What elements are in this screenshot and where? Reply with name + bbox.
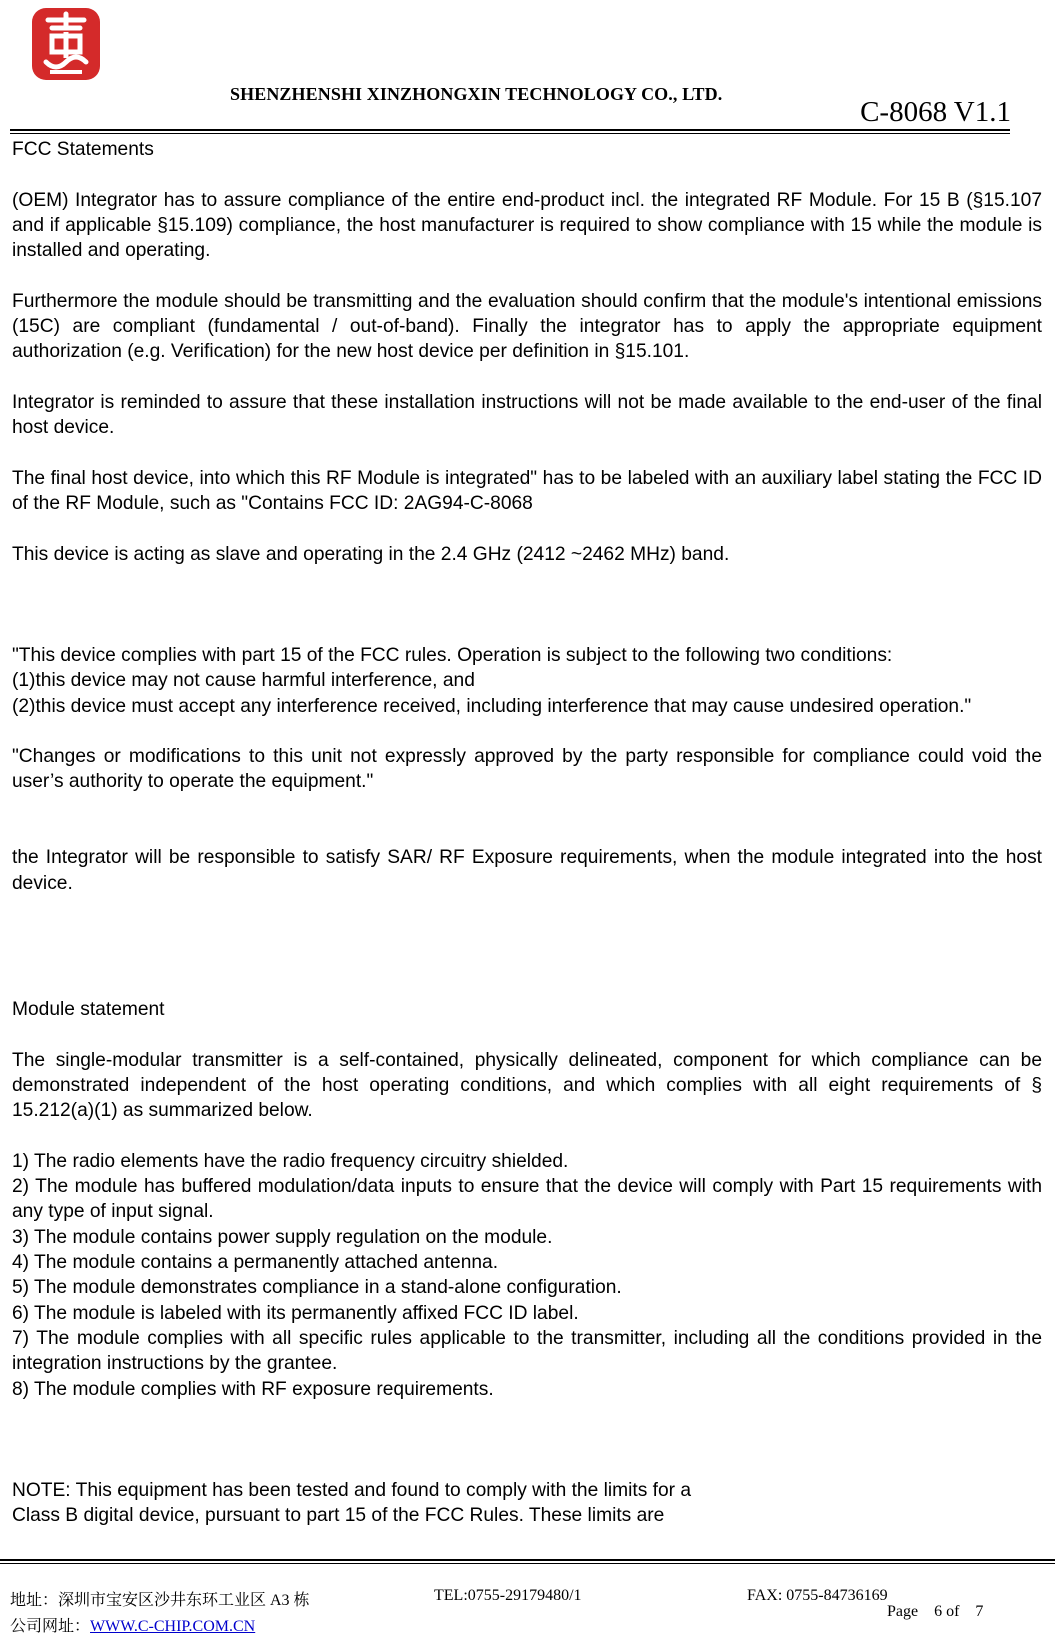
paragraph-slave-band: This device is acting as slave and operating in the 2.4 GHz (2412 ~2462 MHz) band. — [12, 543, 730, 565]
page-number: Page 6 of 7 — [887, 1603, 984, 1620]
header-divider — [10, 129, 1010, 131]
note-line2: Class B digital device, pursuant to part 15 of the FCC Rules. These limits are — [12, 1505, 665, 1527]
paragraph-oem-integrator: (OEM) Integrator has to assure compliance of the entire end-product incl. the integrated RF Module. For 15 B (§15.107 and if applicable §15.109) compliance, the host manufacturer is required to show compliance with 15 while the module is installed and operating. — [12, 189, 1042, 262]
red-seal-logo-icon — [26, 4, 106, 84]
paragraph-integrator-reminded: Integrator is reminded to assure that these installation instructions will not be made available to the end-user of the final host device. — [12, 391, 1042, 439]
list-item: 5) The module demonstrates compliance in a stand-alone configuration. — [12, 1277, 622, 1299]
footer-fax: FAX: 0755-84736169 — [747, 1587, 888, 1604]
list-item: 3) The module contains power supply regulation on the module. — [12, 1226, 553, 1248]
fcc-heading: FCC Statements — [12, 139, 154, 160]
document-body — [12, 137, 1042, 1528]
footer-divider — [0, 1559, 1055, 1561]
footer-divider-thin — [0, 1563, 1055, 1564]
footer-website — [10, 1613, 255, 1636]
list-item: 6) The module is labeled with its permanently affixed FCC ID label. — [12, 1302, 579, 1324]
paragraph-sar-exposure: the Integrator will be responsible to satisfy SAR/ RF Exposure requirements, when the module integrated into the host device. — [12, 847, 1042, 894]
list-item: 4) The module contains a permanently attached antenna. — [12, 1252, 499, 1274]
list-item: 7) The module complies with all specific rules applicable to the transmitter, including all the conditions provided in the integration instructions by the grantee. — [12, 1327, 1042, 1375]
footer-website-label: 公司网址： — [10, 1618, 91, 1635]
list-item: 8) The module complies with RF exposure requirements. — [12, 1378, 494, 1400]
header-divider-thin — [10, 133, 1010, 134]
paragraph-single-modular: The single-modular transmitter is a self-contained, physically delineated, component for which compliance can be demonstrated independent of the host operating conditions, and which complies with all eight requirements of § 15.212(a)(1) as summarized below. — [12, 1049, 1042, 1122]
paragraph-changes-warning: "Changes or modifications to this unit not expressly approved by the party responsible for compliance could void the user’s authority to operate the equipment." — [12, 746, 1042, 793]
module-heading: Module statement — [12, 999, 165, 1021]
footer-website-link[interactable]: WWW.C-CHIP.COM.CN — [90, 1618, 256, 1635]
note-line1: NOTE: This equipment has been tested and found to comply with the limits for a — [12, 1479, 692, 1501]
paragraph-part15-line1: "This device complies with part 15 of the FCC rules. Operation is subject to the following two conditions: — [12, 644, 893, 666]
paragraph-furthermore: Furthermore the module should be transmitting and the evaluation should confirm that the module's intentional emissions (15C) are compliant (fundamental / out-of-band). Finally the integrator has to apply the appropriate equipment authorization (e.g. Verification) for the new host device per definition in §15.101. — [12, 290, 1042, 363]
paragraph-final-host-label: The final host device, into which this RF Module is integrated" has to be labeled with an auxiliary label stating the FCC ID of the RF Module, such as "Contains FCC ID: 2AG94-C-8068 — [12, 467, 1042, 515]
company-logo — [26, 4, 106, 84]
footer-telephone: TEL:0755-29179480/1 — [434, 1587, 582, 1604]
footer-address: 地址：深圳市宝安区沙井东环工业区 A3 栋 — [10, 1592, 310, 1609]
list-item: 2) The module has buffered modulation/data inputs to ensure that the device will comply with Part 15 requirements with any type of input signal. — [12, 1176, 1042, 1223]
paragraph-part15-line3: (2)this device must accept any interference received, including interference that may cause undesired operation." — [12, 695, 972, 717]
document-id: C-8068 V1.1 — [860, 96, 1011, 128]
list-item: 1) The radio elements have the radio frequency circuitry shielded. — [12, 1150, 569, 1172]
company-name: SHENZHENSHI XINZHONGXIN TECHNOLOGY CO., LTD. — [230, 84, 723, 104]
paragraph-part15-line2: (1)this device may not cause harmful interference, and — [12, 670, 475, 692]
